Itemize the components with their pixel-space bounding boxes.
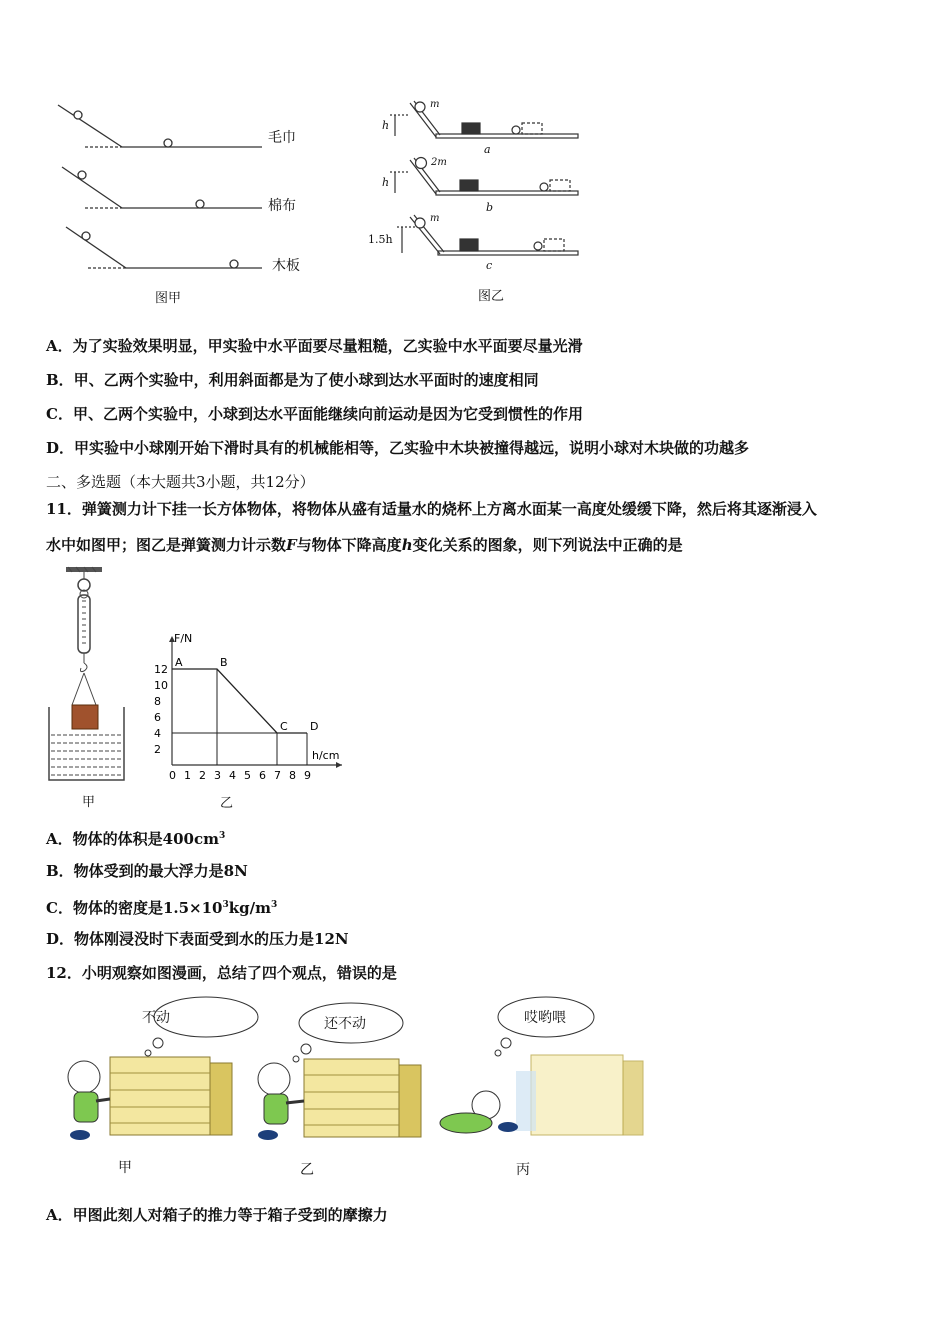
- figure-cartoon: [46, 995, 646, 1185]
- y-tick-label: 10: [154, 679, 168, 692]
- var-f: F: [286, 536, 297, 554]
- figure-spring-scale: [44, 565, 134, 815]
- y-tick-label: 6: [154, 711, 161, 724]
- q11-option-d: D．物体刚浸没时下表面受到水的压力是12N: [46, 930, 349, 948]
- section-heading: 二、多选题（本大题共3小题，共12分）: [46, 473, 315, 491]
- var-h: h: [401, 536, 413, 554]
- caption-cartoon-jia: 甲: [118, 1160, 132, 1176]
- caption-fig-yi: 图乙: [478, 289, 505, 304]
- q11-stem-part1: 水中如图甲；图乙是弹簧测力计示数: [46, 536, 287, 554]
- x-tick-label: 0: [169, 769, 176, 782]
- label-cotton: 棉布: [268, 198, 296, 214]
- x-tick-label: 5: [244, 769, 251, 782]
- mass-b: 2m: [431, 157, 447, 168]
- q12-stem: 12．小明观察如图漫画，总结了四个观点，错误的是: [46, 964, 397, 982]
- point-label: A: [175, 656, 183, 669]
- x-tick-label: 3: [214, 769, 221, 782]
- label-towel: 毛巾: [268, 130, 296, 146]
- figure-inclines: [50, 95, 610, 310]
- y-axis-label: F/N: [174, 632, 193, 645]
- y-tick-label: 12: [154, 663, 168, 676]
- bubble-text-yi: 还不动: [324, 1016, 366, 1032]
- tag-b: b: [486, 201, 494, 214]
- x-tick-label: 1: [184, 769, 191, 782]
- point-label: D: [310, 720, 319, 733]
- q11-option-b: B．物体受到的最大浮力是8N: [46, 862, 248, 880]
- caption-fig11-yi: 乙: [220, 796, 234, 811]
- point-label: C: [280, 720, 288, 733]
- bubble-text-bing: 哎哟喂: [524, 1010, 566, 1026]
- tag-a: a: [484, 143, 491, 156]
- q11-stem-line2: [46, 535, 683, 555]
- q11-stem-line1: 11．弹簧测力计下挂一长方体物体，将物体从盛有适量水的烧杯上方离水面某一高度处缓缓下降，然后将其逐渐浸入: [46, 500, 817, 518]
- figure-force-graph: [148, 630, 388, 815]
- caption-cartoon-bing: 丙: [516, 1162, 530, 1178]
- q11-option-c: [46, 895, 277, 918]
- q11-option-c-text2: kg/m: [228, 899, 271, 917]
- tag-c: c: [486, 259, 493, 272]
- x-tick-label: 4: [229, 769, 236, 782]
- point-label: B: [220, 656, 228, 669]
- x-tick-label: 8: [289, 769, 296, 782]
- height-b: h: [382, 176, 390, 189]
- inclines-drawing: [50, 95, 610, 310]
- q11-option-a-text: A．物体的体积是400cm: [46, 830, 219, 848]
- bubble-text-jia: 不动: [142, 1010, 170, 1026]
- q11-option-c-text1: C．物体的密度是1.5×10: [46, 899, 223, 917]
- q10-option-b: B．甲、乙两个实验中，利用斜面都是为了使小球到达水平面时的速度相同: [46, 371, 539, 389]
- x-tick-label: 6: [259, 769, 266, 782]
- caption-fig11-jia: 甲: [82, 795, 96, 810]
- x-tick-label: 9: [304, 769, 311, 782]
- q11-stem-part3: 变化关系的图象，则下列说法中正确的是: [412, 536, 683, 554]
- height-a: h: [382, 119, 390, 132]
- x-tick-label: 7: [274, 769, 281, 782]
- q10-option-c: C．甲、乙两个实验中，小球到达水平面能继续向前运动是因为它受到惯性的作用: [46, 405, 583, 423]
- q12-option-a: A．甲图此刻人对箱子的推力等于箱子受到的摩擦力: [46, 1206, 388, 1224]
- label-board: 木板: [272, 258, 300, 274]
- y-tick-label: 8: [154, 695, 161, 708]
- x-tick-label: 2: [199, 769, 206, 782]
- mass-a: m: [430, 99, 440, 110]
- x-axis-label: h/cm: [312, 749, 340, 762]
- q10-option-a: A．为了实验效果明显，甲实验中水平面要尽量粗糙，乙实验中水平面要尽量光滑: [46, 337, 583, 355]
- q11-option-c-sup2: 3: [270, 900, 278, 910]
- y-tick-label: 4: [154, 727, 161, 740]
- x-axis-arrow: [336, 762, 342, 768]
- q11-stem-part2: 与物体下降高度: [296, 536, 402, 554]
- q11-option-a: [46, 826, 225, 849]
- q10-option-d: D．甲实验中小球刚开始下滑时具有的机械能相等，乙实验中木块被撞得越远，说明小球对木块做的功越多: [46, 439, 750, 457]
- caption-cartoon-yi: 乙: [300, 1162, 314, 1178]
- height-c: 1.5h: [368, 233, 393, 246]
- y-tick-label: 2: [154, 743, 161, 756]
- mass-c: m: [430, 213, 440, 224]
- caption-fig-jia: 图甲: [155, 291, 182, 306]
- q11-option-c-sup1: 3: [222, 900, 229, 910]
- spring-scale-drawing: [44, 565, 134, 795]
- force-height-chart: [148, 630, 388, 790]
- q11-option-a-sup: 3: [218, 831, 226, 841]
